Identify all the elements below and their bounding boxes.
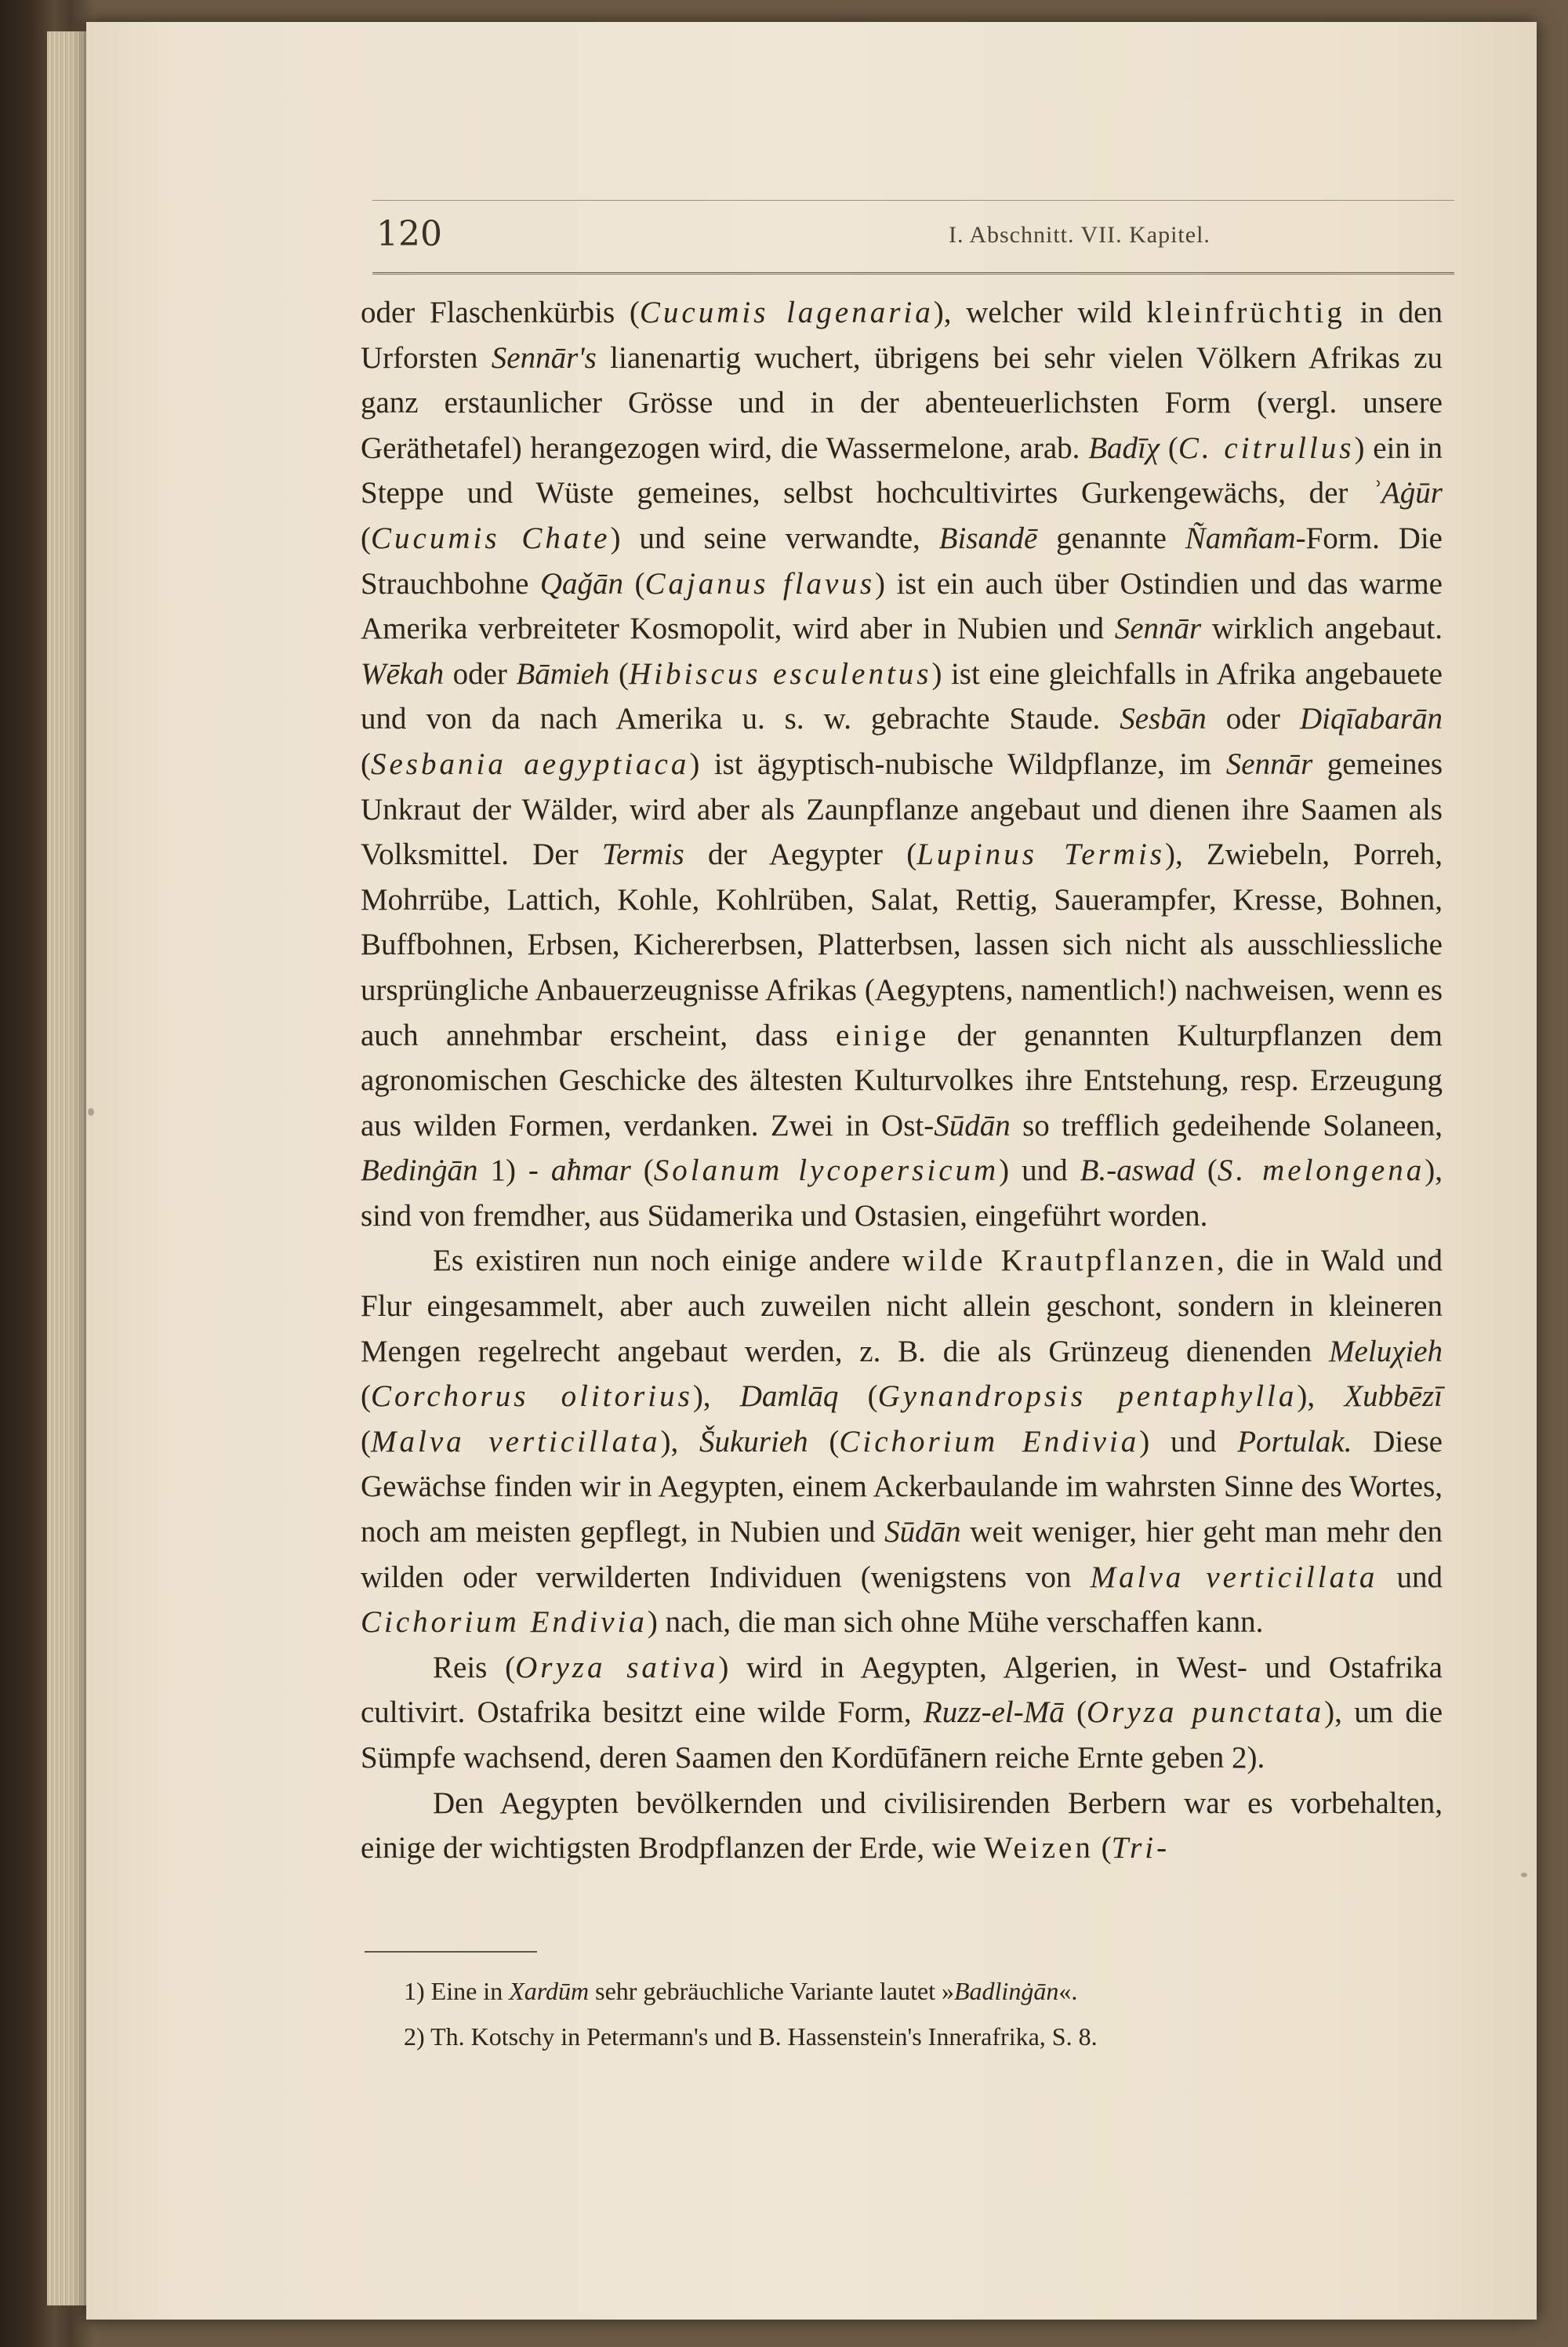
text-run: ( [838,1379,878,1414]
text-run: ), Zwiebeln, Porreh, Mohrrübe, Lattich, Kohle, Kohlrüben, Salat, Rettig, Sauerampfer, Kresse, Bohnen, Buffbohnen, Erbsen, Kichererbsen, Platterbsen, lassen sich nicht als ausschliessliche ursprüngliche Anbauerzeugnisse Afrikas (Aegyptens, namentlich!) nachweisen, wenn es auch annehmbar erscheint, dass [361,837,1443,1052]
text-run: weit weniger, hier geht man mehr den wilden oder verwilderten Individuen (wenigstens von [361,1515,1443,1594]
text-run: ( [808,1424,840,1459]
running-header [274,208,1450,278]
text-run: ) ein in Steppe und Wüste gemeines, selbst hochcultivirtes Gurkengewächs, der [361,431,1443,510]
text-run: Es existiren nun noch einige andere [433,1244,902,1278]
text-run: ), [692,1379,740,1414]
native-name: Portulak. [1237,1424,1352,1459]
text-run: ) wird in Aegypten, Algerien, in West- und Ostafrika cultivirt. Ostafrika besitzt eine wilde Form, [361,1650,1443,1730]
page-number: 120 [376,214,442,254]
text-run: ) und [999,1154,1080,1188]
species-name: Gynandropsis pentaphylla [877,1379,1298,1414]
species-name: Cucumis lagenaria [639,296,934,329]
text-run: ), um die Sümpfe wachsend, deren Saamen den Kordūfānern reiche Ernte geben 2). [361,1695,1443,1775]
text-run: ) ist ein auch über Ostindien und das warme Amerika verbreiteter Kosmopolit, wird aber in Nubien und [361,566,1443,646]
place-name: Sennār's [491,340,597,375]
emphasis: Weizen [983,1831,1094,1866]
header-top-rule [372,200,1454,201]
text-run: der genannten Kulturpflanzen dem agronomischen Geschicke des ältesten Kulturvolkes ihre Entstehung, resp. Erzeugung aus wilden Formen, verdanken. Zwei in Ost- [361,1018,1443,1143]
text-run: so trefflich gedeihende Solaneen, [1010,1108,1443,1143]
text-run: ( [1093,1831,1112,1866]
native-name: Ñamñam [1185,521,1296,555]
place-name: Sennār [1225,747,1313,781]
species-name: Cichorium Endivia [361,1605,648,1640]
text-run: gemeines Unkraut der Wälder, wird aber als Zaunpflanze angebaut und dienen ihre Saamen als Volksmittel. Der [361,747,1443,872]
footnote-rule [365,1951,537,1953]
native-name: Meluχieh [1329,1334,1443,1368]
text-run: 1) Eine in [404,1977,510,2005]
native-name: Xubbēzī [1344,1379,1443,1414]
ink-speck [88,1108,94,1116]
species-name: Oryza punctata [1087,1695,1325,1730]
species-name: Hibiscus esculentus [629,656,932,691]
native-name: Wēkah [361,656,445,691]
place-name: Sūdān [934,1108,1011,1143]
text-run: ( [361,747,371,781]
text-run: ) ist eine gleichfalls in Afrika angebauete und von da nach Amerika u. s. w. gebrachte Staude. [361,656,1443,736]
native-name: Damlāq [739,1379,839,1414]
text-run: ) nach, die man sich ohne Mühe verschaffen kann. [647,1605,1264,1640]
text-run: -Form. Die Strauchbohne [361,521,1443,601]
ink-speck [1521,1873,1527,1877]
native-name: Šukurieh [699,1424,808,1459]
place-name: Sennār [1114,612,1202,646]
text-run: ( [1160,431,1178,465]
native-name: aħmar [550,1154,631,1188]
emphasis: kleinfrüchtig [1146,296,1345,329]
emphasis: einige [835,1018,930,1052]
species-name: Lupinus Termis [916,837,1165,872]
running-head: I. Abschnitt. VII. Kapitel. [949,222,1210,248]
place-name: Sūdān [884,1515,961,1550]
paragraph-3 [361,1645,1443,1781]
place-name: Xardūm [509,1977,590,2005]
native-name: Qaǧān [539,566,624,601]
text-run: ) und seine verwandte, [610,521,939,555]
text-run: ( [1194,1154,1218,1188]
species-name: Tri- [1111,1831,1171,1866]
species-name: Cucumis Chate [371,521,611,555]
text-run: Den Aegypten bevölkernden und civilisirenden Berbern war es vorbehalten, einige der wichtigsten Brodpflanzen der Erde, wie [361,1786,1443,1866]
text-run: ( [361,1424,371,1459]
text-run: ) und [1139,1424,1238,1459]
body-text [361,290,1443,1871]
paragraph-2 [361,1238,1443,1644]
species-name: S. melongena [1217,1154,1425,1188]
text-run: 2) Th. Kotschy in Petermann's und B. Hassenstein's Innerafrika, S. 8. [404,2022,1098,2051]
text-run: ), [660,1424,699,1459]
text-run: ( [361,1379,371,1414]
paragraph-4 [361,1781,1443,1871]
native-name: Badlinġān [953,1977,1059,2005]
native-name: Bedinġān [361,1154,478,1188]
text-run: ( [630,1154,654,1188]
text-run: der Aegypter ( [684,837,917,872]
text-run: ), [1297,1379,1345,1414]
native-name: Badīχ [1088,431,1160,465]
text-run: wirklich angebaut. [1201,612,1443,646]
emphasis: wilde Krautpflanzen [902,1244,1217,1278]
species-name: Cichorium Endivia [839,1424,1140,1459]
text-run: Reis ( [433,1650,516,1684]
text-run: oder [444,656,517,691]
footnote-1 [404,1968,1439,2014]
species-name: Oryza sativa [515,1650,719,1684]
text-run: ), welcher wild [933,296,1147,329]
native-name: Termis [601,837,684,872]
text-run: ( [609,656,630,691]
text-run: ( [361,521,371,555]
text-run: ), sind von fremdher, aus Südamerika und Ostasien, eingeführt worden. [361,1154,1443,1233]
native-name: Bisandē [938,521,1038,555]
text-run: «. [1058,1977,1078,2005]
text-run: oder Flaschenkürbis ( [361,296,640,329]
native-name: B.-aswad [1080,1154,1195,1188]
species-name: Cajanus flavus [644,566,876,601]
text-run: genannte [1037,521,1185,555]
species-name: C. citrullus [1178,431,1355,465]
native-name: Bāmieh [516,656,610,691]
native-name: Ruzz-el-Mā [923,1695,1065,1730]
paragraph-1 [361,290,1443,1238]
text-run: und [1377,1560,1443,1594]
text-run: ( [1064,1695,1087,1730]
footnotes [404,1968,1439,2059]
footnote-2 [404,2014,1439,2059]
species-name: Corchorus olitorius [371,1379,693,1414]
text-run: oder [1206,702,1300,736]
text-run: ) ist ägyptisch-nubische Wildpflanze, im [689,747,1226,781]
text-run: , die in Wald und Flur eingesammelt, aber auch zuweilen nicht allein geschont, sondern in kleineren Mengen regelrecht angebaut werden, z. B. die als Grünzeug dienenden [361,1244,1443,1368]
text-run: Diese Gewächse finden wir in Aegypten, einem Ackerbaulande im wahrsten Sinne des Wortes, noch am meisten gepflegt, in Nubien und [361,1424,1443,1550]
text-run: lianenartig wuchert, übrigens bei sehr vielen Völkern Afrikas zu ganz erstaunlicher Grösse und in der abenteuerlichsten Form (vergl. unsere Geräthetafel) herangezogen wird, die Wassermelone, arab. [361,340,1443,465]
species-name: Sesbania aegyptiaca [371,747,690,781]
species-name: Malva verticillata [1090,1560,1378,1594]
species-name: Malva verticillata [371,1424,661,1459]
text-run: in den Urforsten [361,296,1443,375]
native-name: Diqīabarān [1299,702,1443,736]
native-name: ʾAġūr [1371,476,1443,510]
text-run: ( [623,566,645,601]
text-run: 1) - [477,1154,551,1188]
species-name: Solanum lycopersicum [653,1154,1000,1188]
header-rule [372,272,1454,274]
text-run: sehr gebräuchliche Variante lautet » [589,1977,954,2005]
native-name: Sesbān [1120,702,1207,736]
